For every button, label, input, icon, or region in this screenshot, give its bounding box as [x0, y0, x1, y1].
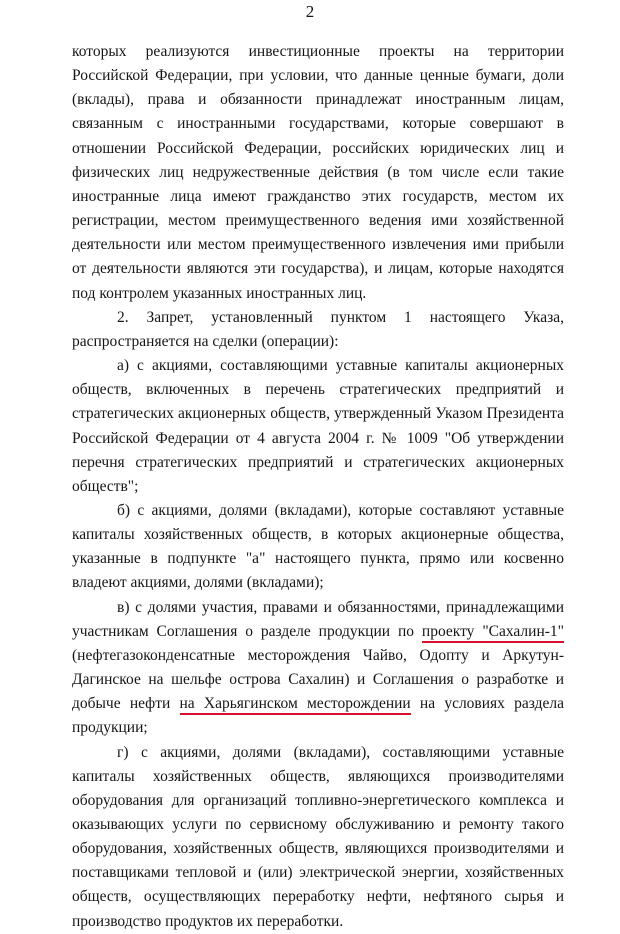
- highlight-sakhalin-1: проекту "Сахалин-1": [422, 623, 564, 643]
- highlight-kharyaga-field: на Харьягинском месторождении: [180, 695, 411, 715]
- paragraph-subitem-a: а) с акциями, составляющими уставные капиталы акционерных обществ, включенных в перечень стратегических предприятий и стратегических акционерных обществ, утвержденный Указом Президента Российской Федерации от 4 августа 2004 г. № 1009 "Об утверждении перечня стратегических предприятий и стратегических акционерных обществ";: [72, 357, 564, 495]
- paragraph-continuation: которых реализуются инвестиционные проекты на территории Российской Федерации, при условии, что данные ценные бумаги, доли (вклады), права и обязанности принадлежат иностранным лицам, связанным с иностранными государствами, которые совершают в отношении Российской Федерации, российских юридических лиц и физических лиц недружественные действия (в том числе если такие иностранные лица имеют гражданство этих государств, местом их регистрации, местом преимущественного ведения ими хозяйственной деятельности или местом преимущественного извлечения ими прибыли от деятельности являются эти государства), и лицам, которые находятся под контролем указанных иностранных лиц.: [72, 43, 564, 302]
- document-body: [72, 40, 564, 934]
- paragraph-subitem-v: [72, 596, 564, 741]
- paragraph-item-2: 2. Запрет, установленный пунктом 1 настоящего Указа, распространяется на сделки (операции):: [72, 308, 564, 350]
- paragraph-subitem-g: г) с акциями, долями (вкладами), составляющими уставные капиталы хозяйственных обществ, являющихся производителями оборудования для организаций топливно-энергетического комплекса и оказывающих услуги по сервисному обслуживанию и ремонту такого оборудования, хозяйственных обществ, являющихся производителями и поставщиками тепловой и (или) электрической энергии, хозяйственных обществ, осуществляющих переработку нефти, нефтяного сырья и производство продуктов их переработки.: [72, 743, 564, 930]
- subitem-v-text-3: на условиях раздела продукции;: [72, 695, 564, 737]
- page-number: 2: [305, 2, 315, 21]
- subitem-v-text-2: (нефтегазоконденсатные месторождения Чайво, Одопту и Аркутун-Дагинское на шельфе острова Сахалин) и Соглашения о разработке и добыче нефти: [72, 646, 564, 713]
- subitem-v-text-1: в) с долями участия, правами и обязанностями, принадлежащими участникам Соглашения о разделе продукции по: [72, 598, 564, 640]
- paragraph-subitem-b: б) с акциями, долями (вкладами), которые составляют уставные капиталы хозяйственных обществ, в которых акционерные общества, указанные в подпункте "а" настоящего пункта, прямо или косвенно владеют акциями, долями (вкладами);: [72, 501, 564, 592]
